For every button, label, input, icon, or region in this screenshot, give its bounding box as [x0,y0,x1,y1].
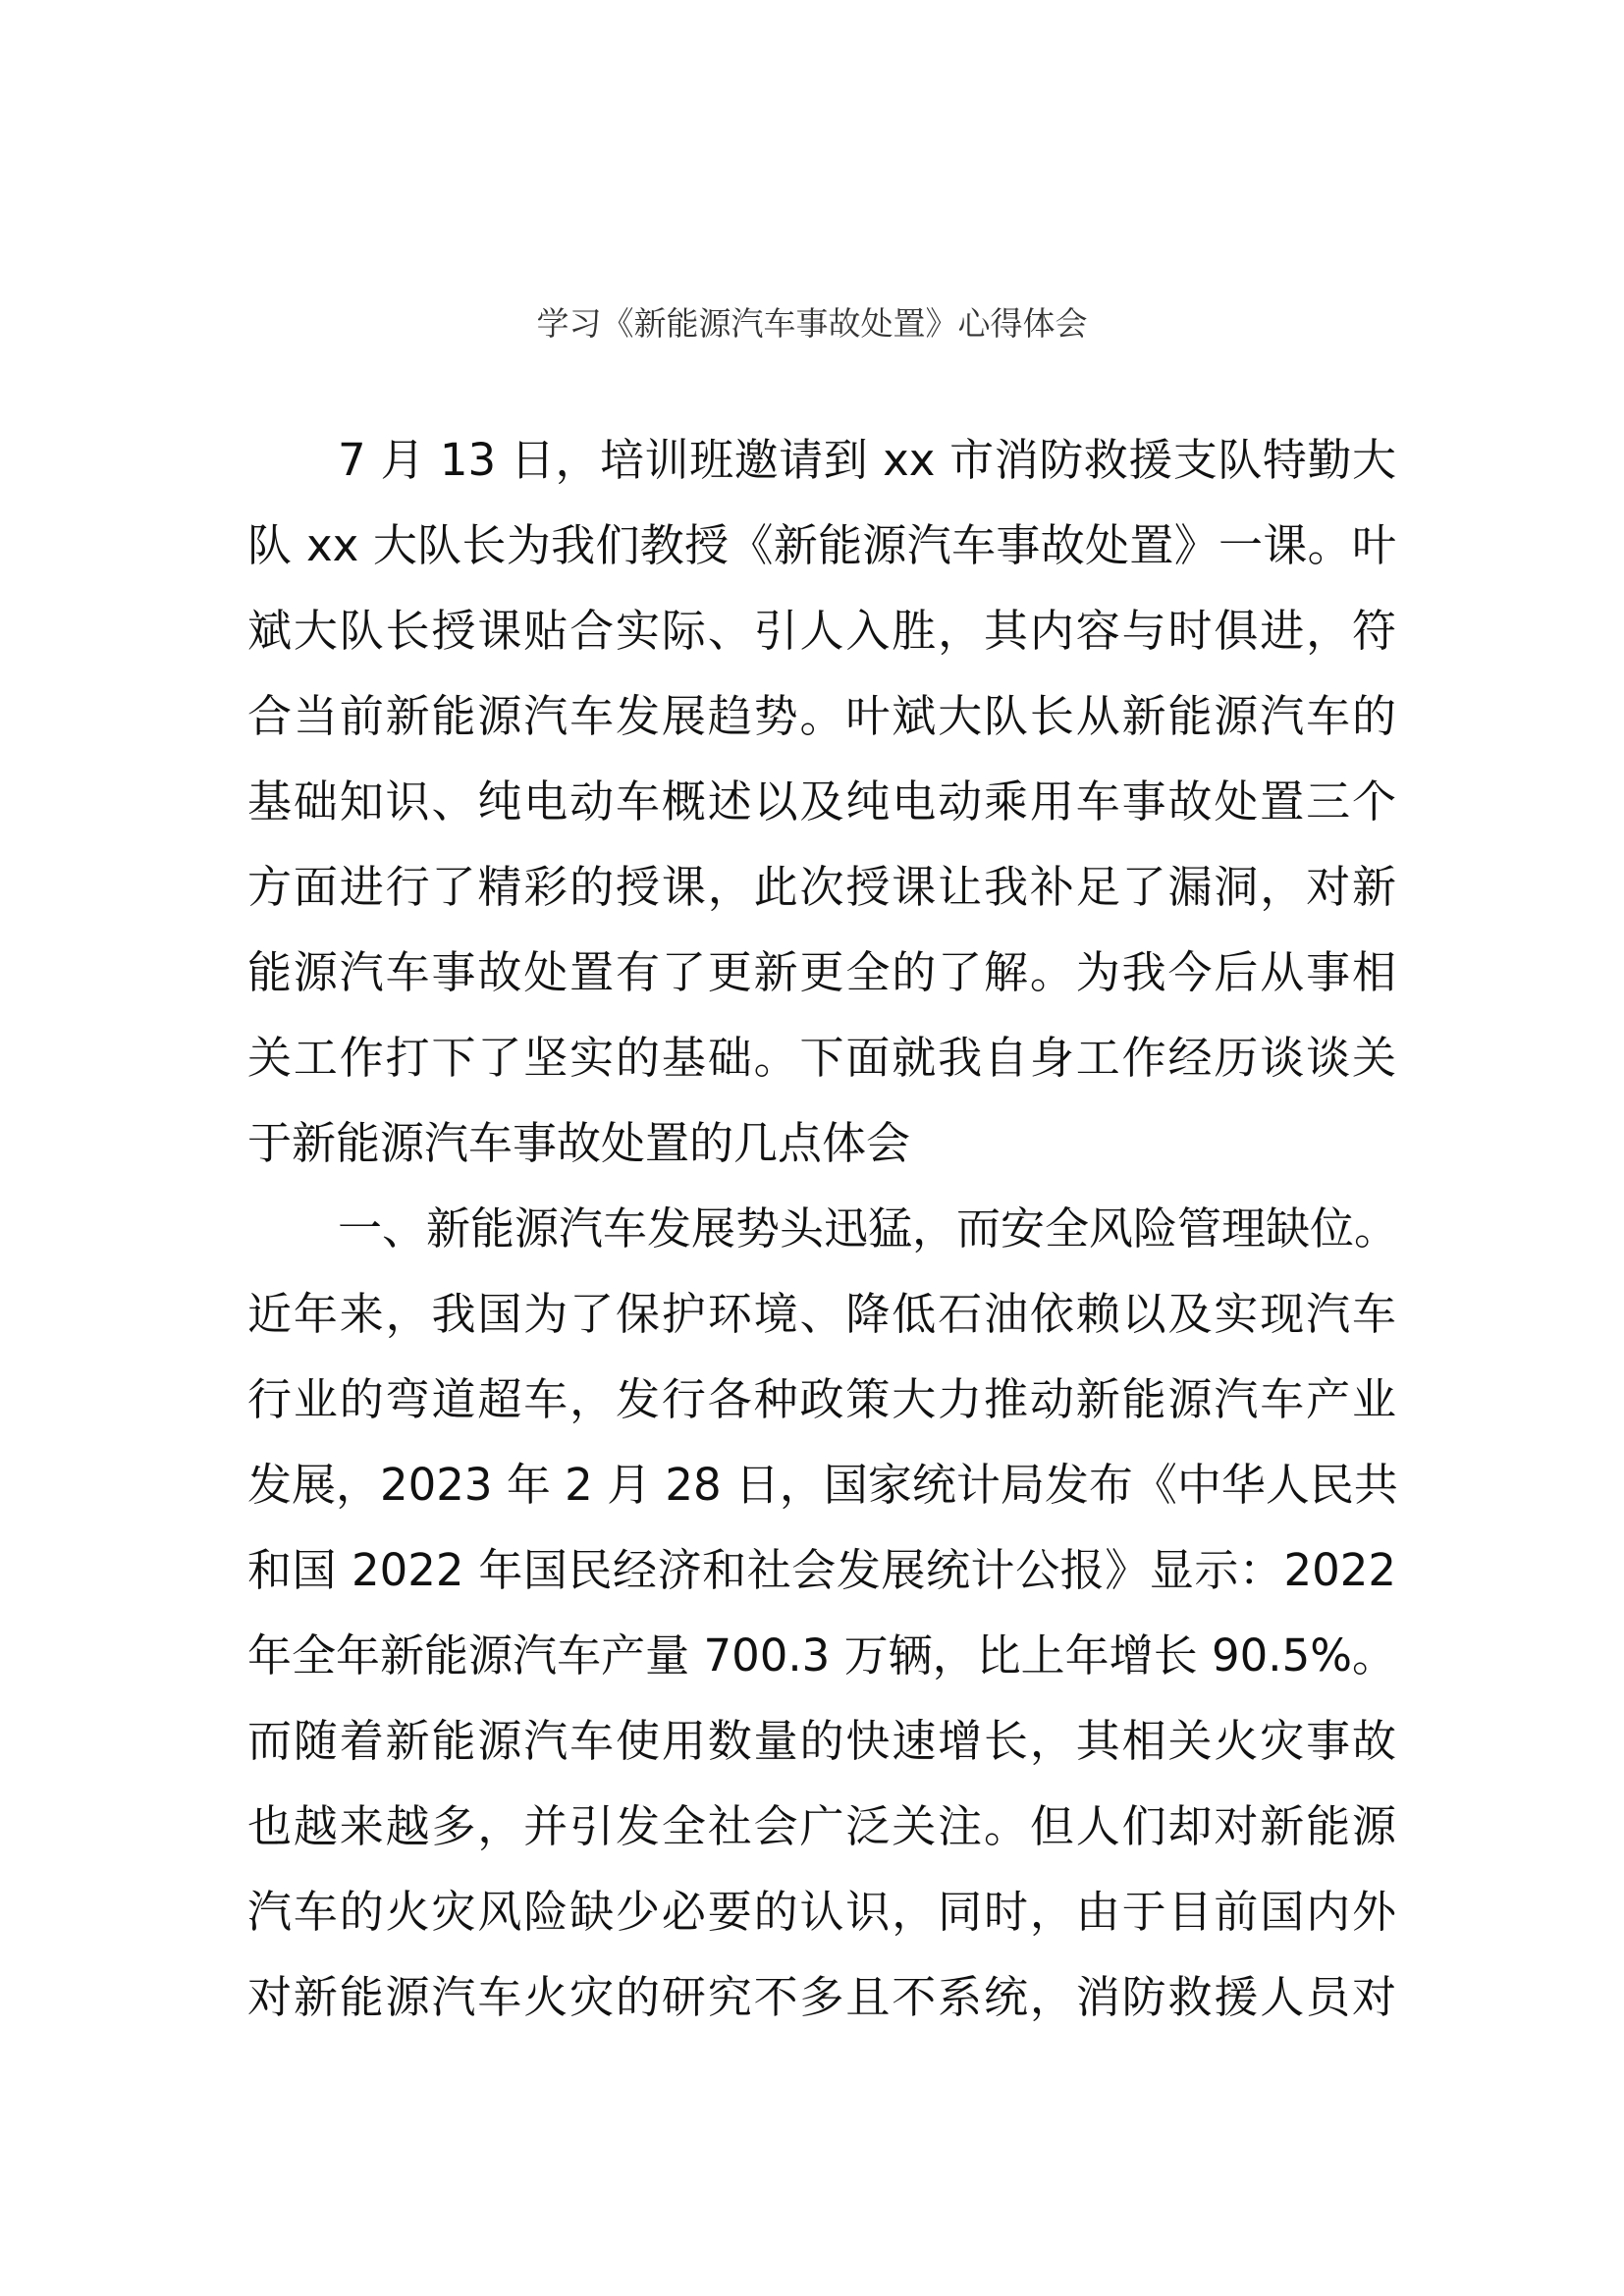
paragraph-line: 近年来，我国为了保护环境、降低石油依赖以及实现汽车 [247,1288,1396,1340]
paragraph-line: 合当前新能源汽车发展趋势。叶斌大队长从新能源汽车的 [247,690,1396,742]
paragraph-line: 行业的弯道超车，发行各种政策大力推动新能源汽车产业 [247,1373,1396,1425]
paragraph-line: 汽车的火灾风险缺少必要的认识，同时，由于目前国内外 [247,1886,1396,1938]
paragraph-line: 于新能源汽车事故处置的几点体会 [247,1117,911,1169]
paragraph-line: 队 xx 大队长为我们教授《新能源汽车事故处置》一课。叶 [247,519,1396,571]
paragraph-line: 年全年新能源汽车产量 700.3 万辆，比上年增长 90.5%。 [247,1629,1396,1682]
paragraph-line: 斌大队长授课贴合实际、引人入胜，其内容与时俱进，符 [247,605,1396,657]
paragraph-line: 也越来越多，并引发全社会广泛关注。但人们却对新能源 [247,1800,1396,1852]
paragraph-line: 而随着新能源汽车使用数量的快速增长，其相关火灾事故 [247,1715,1396,1767]
paragraph-line: 能源汽车事故处置有了更新更全的了解。为我今后从事相 [247,946,1396,998]
document-body [247,417,1399,2040]
paragraph-line: 7 月 13 日，培训班邀请到 xx 市消防救援支队特勤大 [338,434,1396,486]
paragraph-line: 发展，2023 年 2 月 28 日，国家统计局发布《中华人民共 [247,1459,1398,1511]
document-title: 学习《新能源汽车事故处置》心得体会 [536,304,1088,343]
paragraph-line: 对新能源汽车火灾的研究不多且不系统，消防救援人员对 [247,1971,1396,2023]
paragraph-line: 基础知识、纯电动车概述以及纯电动乘用车事故处置三个 [247,775,1396,828]
section-heading-line: 一、新能源汽车发展势头迅猛，而安全风险管理缺位。 [338,1202,1399,1255]
paragraph-line: 关工作打下了坚实的基础。下面就我自身工作经历谈谈关 [247,1032,1396,1084]
paragraph-line: 方面进行了精彩的授课，此次授课让我补足了漏洞，对新 [247,861,1396,913]
paragraph-line: 和国 2022 年国民经济和社会发展统计公报》显示：2022 [247,1544,1396,1596]
